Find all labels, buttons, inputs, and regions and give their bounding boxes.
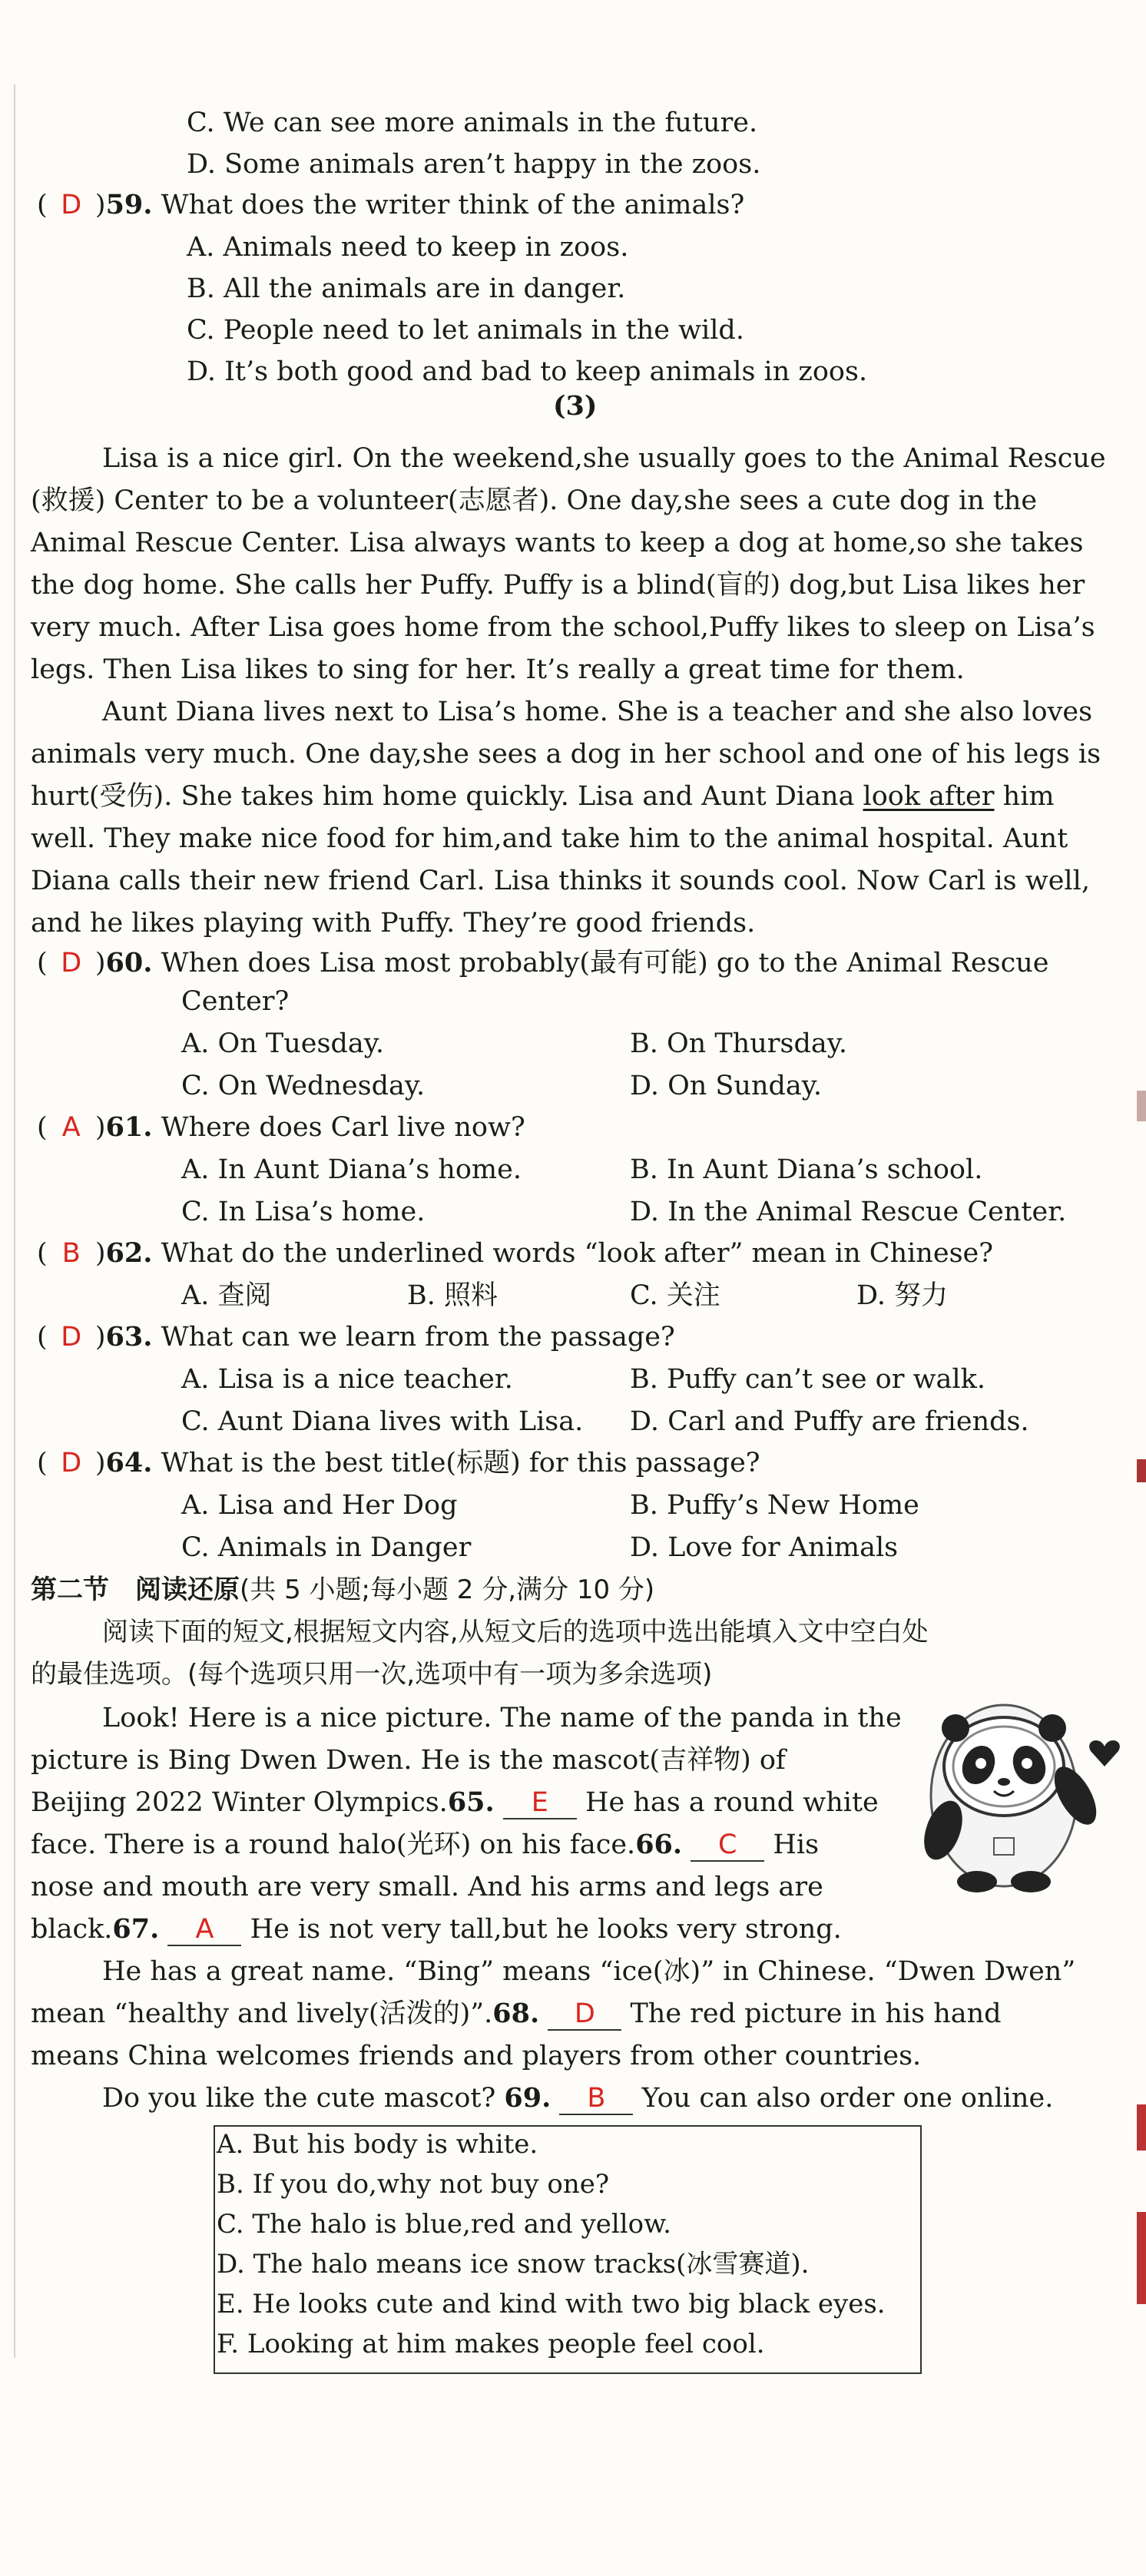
cloze-line-6 [31, 1912, 842, 1946]
q64-option-d: D. Love for Animals [630, 1532, 899, 1563]
cloze-line-1: Look! Here is a nice picture. The name of the panda in the [102, 1703, 902, 1733]
choice-c: C. The halo is blue,red and yellow. [217, 2209, 671, 2240]
answer-61: A [61, 1112, 81, 1143]
passage3-p2-line1: Aunt Diana lives next to Lisa’s home. She is a teacher and she also loves [102, 697, 1093, 727]
q62-number: 62. [105, 1237, 153, 1269]
passage3-p2-line6: and he likes playing with Puffy. They’re good friends. [31, 908, 756, 939]
cloze-line-10-post: You can also order one online. [641, 2083, 1054, 2114]
passage3-p1-line2: (救援) Center to be a volunteer(志愿者). One day,she sees a cute dog in the [31, 485, 1038, 516]
answer-63: D [61, 1322, 82, 1353]
question-59: ( D )59. What does the writer think of the animals? [37, 189, 745, 220]
cloze-line-7: He has a great name. “Bing” means “ice(冰)” in Chinese. “Dwen Dwen” [102, 1956, 1076, 1987]
q61-option-c: C. In Lisa’s home. [181, 1197, 426, 1227]
q62-option-c: C. 关注 [630, 1280, 720, 1311]
passage3-p2-line2: animals very much. One day,she sees a dog in her school and one of his legs is [31, 739, 1101, 770]
section-2-note: (共 5 小题;每小题 2 分,满分 10 分) [240, 1574, 655, 1605]
q64-option-a: A. Lisa and Her Dog [181, 1490, 458, 1521]
q60-option-b: B. On Thursday. [630, 1028, 847, 1059]
question-63: ( D )63. What can we learn from the passage? [37, 1321, 675, 1353]
q61-option-b: B. In Aunt Diana’s school. [630, 1154, 983, 1185]
choice-b: B. If you do,why not buy one? [217, 2169, 610, 2200]
q59-stem: What does the writer think of the animals? [161, 190, 745, 220]
blank-65-number: 65. [447, 1786, 495, 1818]
left-margin-line [14, 84, 15, 2358]
passage3-p1-line1: Lisa is a nice girl. On the weekend,she usually goes to the Animal Rescue [102, 443, 1106, 474]
answer-59: D [61, 190, 82, 220]
choice-a: A. But his body is white. [217, 2129, 538, 2160]
cloze-line-3-post: He has a round white [585, 1787, 879, 1818]
cloze-line-8 [31, 1997, 1002, 2031]
q63-number: 63. [105, 1321, 153, 1353]
cloze-line-3-pre: Beijing 2022 Winter Olympics. [31, 1787, 448, 1818]
q60-option-d: D. On Sunday. [630, 1071, 823, 1101]
q61-stem: Where does Carl live now? [161, 1112, 525, 1143]
section-2-title: 第二节 阅读还原 [31, 1574, 240, 1605]
q63-option-c: C. Aunt Diana lives with Lisa. [181, 1406, 584, 1437]
q61-option-d: D. In the Animal Rescue Center. [630, 1197, 1067, 1227]
q61-option-a: A. In Aunt Diana’s home. [181, 1154, 522, 1185]
cloze-line-5: nose and mouth are very small. And his arms and legs are [31, 1872, 823, 1902]
question-60: ( D )60. When does Lisa most probably(最有可能) go to the Animal Rescue [37, 947, 1049, 978]
section-2-heading [31, 1573, 654, 1607]
cloze-line-6-pre: black. [31, 1914, 113, 1945]
question-61: ( A )61. Where does Carl live now? [37, 1111, 525, 1143]
passage3-p2-line5: Diana calls their new friend Carl. Lisa thinks it sounds cool. Now Carl is well, [31, 866, 1090, 896]
q61-number: 61. [105, 1111, 153, 1143]
cloze-line-3 [31, 1786, 879, 1819]
q64-option-b: B. Puffy’s New Home [630, 1490, 919, 1521]
q60-option-a: A. On Tuesday. [181, 1028, 384, 1059]
cloze-line-10-pre: Do you like the cute mascot? [102, 2083, 496, 2114]
cloze-line-10 [102, 2081, 1053, 2115]
q58-option-d: D. Some animals aren’t happy in the zoos. [187, 149, 761, 180]
q63-stem: What can we learn from the passage? [161, 1322, 675, 1353]
passage-3-title: (3) [553, 390, 598, 422]
bing-dwen-dwen-illustration [908, 1680, 1131, 1896]
passage3-p1-line4: the dog home. She calls her Puffy. Puffy is a blind(盲的) dog,but Lisa likes her [31, 570, 1085, 601]
blank-68-answer: D [548, 1998, 621, 2031]
cloze-line-2: picture is Bing Dwen Dwen. He is the mascot(吉祥物) of [31, 1745, 786, 1776]
passage3-p2-line3-text: hurt(受伤). She takes him home quickly. Lisa and Aunt Diana [31, 781, 855, 812]
choice-f: F. Looking at him makes people feel cool. [217, 2329, 765, 2359]
q64-number: 64. [105, 1447, 153, 1478]
passage3-p1-line3: Animal Rescue Center. Lisa always wants to keep a dog at home,so she takes [31, 528, 1084, 558]
choice-d: D. The halo means ice snow tracks(冰雪赛道). [217, 2249, 810, 2280]
blank-69-number: 69. [504, 2082, 551, 2114]
answer-64: D [61, 1448, 82, 1478]
edge-mark [1137, 1459, 1146, 1482]
q63-option-d: D. Carl and Puffy are friends. [630, 1406, 1029, 1437]
q63-option-a: A. Lisa is a nice teacher. [181, 1364, 513, 1395]
q59-number: 59. [105, 189, 153, 220]
cloze-line-8-pre: mean “healthy and lively(活泼的)”. [31, 1998, 493, 2029]
cloze-line-6-post: He is not very tall,but he looks very strong. [250, 1914, 842, 1945]
q60-number: 60. [105, 947, 153, 978]
q64-stem: What is the best title(标题) for this passage? [161, 1448, 760, 1478]
passage3-p2-line3-tail: him [1002, 781, 1055, 812]
underlined-phrase: look after [863, 781, 995, 812]
answer-60: D [61, 948, 82, 978]
q60-option-c: C. On Wednesday. [181, 1071, 426, 1101]
blank-67-number: 67. [112, 1913, 160, 1945]
q62-option-d: D. 努力 [856, 1280, 949, 1311]
q62-option-b: B. 照料 [407, 1280, 498, 1311]
q59-option-b: B. All the animals are in danger. [187, 273, 626, 304]
answer-62: B [61, 1238, 81, 1269]
passage3-p1-line5: very much. After Lisa goes home from the school,Puffy likes to sleep on Lisa’s [31, 612, 1095, 643]
section-2-instruction-2: 的最佳选项。(每个选项只用一次,选项中有一项为多余选项) [31, 1659, 713, 1690]
q59-option-d: D. It’s both good and bad to keep animals in zoos. [187, 356, 868, 387]
passage3-p1-line6: legs. Then Lisa likes to sing for her. It’s really a great time for them. [31, 654, 965, 685]
cloze-line-4 [31, 1828, 819, 1862]
cloze-line-4-post: His [773, 1829, 820, 1860]
section-2-instruction-1: 阅读下面的短文,根据短文内容,从短文后的选项中选出能填入文中空白处 [102, 1617, 929, 1647]
q62-option-a: A. 查阅 [181, 1280, 272, 1311]
blank-65-answer: E [503, 1787, 577, 1819]
q58-option-c: C. We can see more animals in the future. [187, 108, 758, 138]
q60-stem: When does Lisa most probably(最有可能) go to the Animal Rescue [161, 948, 1049, 978]
passage3-p2-line3 [31, 780, 1055, 813]
blank-66-answer: C [691, 1829, 764, 1862]
cloze-line-8-post: The red picture in his hand [630, 1998, 1002, 2029]
edge-mark [1137, 2212, 1146, 2304]
passage3-p2-line4: well. They make nice food for him,and take him to the animal hospital. Aunt [31, 823, 1068, 854]
choice-e: E. He looks cute and kind with two big black eyes. [217, 2289, 886, 2319]
q62-stem: What do the underlined words “look after” mean in Chinese? [161, 1238, 994, 1269]
blank-66-number: 66. [635, 1829, 683, 1860]
q59-option-a: A. Animals need to keep in zoos. [187, 232, 629, 263]
cloze-line-9: means China welcomes friends and players from other countries. [31, 2041, 922, 2071]
blank-67-answer: A [167, 1914, 241, 1946]
q60-stem-cont: Center? [181, 986, 290, 1017]
question-62: ( B )62. What do the underlined words “look after” mean in Chinese? [37, 1237, 994, 1269]
q59-option-c: C. People need to let animals in the wild. [187, 315, 744, 346]
blank-68-number: 68. [492, 1998, 540, 2029]
edge-mark [1137, 2104, 1146, 2151]
blank-69-answer: B [559, 2083, 633, 2115]
q63-option-b: B. Puffy can’t see or walk. [630, 1364, 985, 1395]
q64-option-c: C. Animals in Danger [181, 1532, 472, 1563]
cloze-line-4-pre: face. There is a round halo(光环) on his face. [31, 1829, 636, 1860]
edge-mark [1137, 1091, 1146, 1121]
question-64: ( D )64. What is the best title(标题) for this passage? [37, 1447, 760, 1478]
